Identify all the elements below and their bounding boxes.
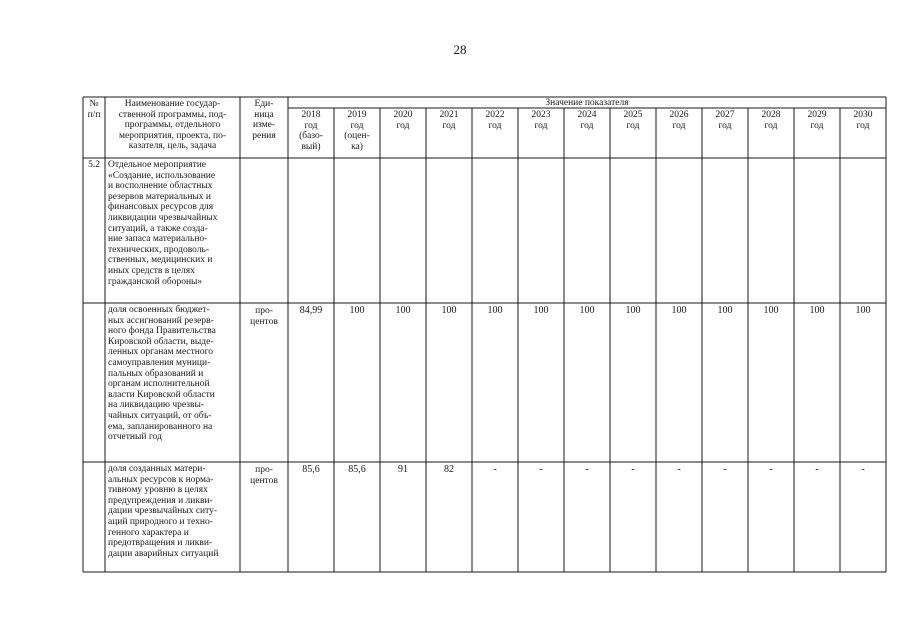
row-value: 100 — [717, 305, 733, 316]
header-name: Наименование государ- ственной программы, под- программы, отдельного мероприятия, проекта, по- казателя, цель, задача — [118, 99, 227, 152]
row-value: 85,6 — [302, 464, 320, 475]
row-value: 100 — [441, 305, 457, 316]
row-value: 100 — [763, 305, 779, 316]
row-value: - — [815, 464, 819, 475]
header-unit: Еди- ница изме- рения — [252, 99, 276, 141]
row-value: 100 — [349, 305, 365, 316]
row-value: 100 — [625, 305, 641, 316]
header-number: № п/п — [87, 99, 101, 120]
row-value: - — [631, 464, 635, 475]
row-value: 100 — [579, 305, 595, 316]
row-value: - — [861, 464, 865, 475]
row-value: 100 — [671, 305, 687, 316]
row-unit: про- центов — [250, 306, 278, 327]
header-year-7: 2025 год — [623, 110, 643, 131]
row-value: - — [769, 464, 773, 475]
row-name: доля созданных матери- альных ресурсов к норма- тивному уровню в целях предупреждения и ликви- дации чрезвычайных ситу- аций природного и техно- генного характера и предотвращения и ликви- дации аварийных ситуаций — [108, 464, 219, 559]
row-value: - — [723, 464, 727, 475]
row-value: - — [585, 464, 589, 475]
row-value: - — [493, 464, 497, 475]
header-year-8: 2026 год — [669, 110, 689, 131]
row-name: доля освоенных бюджет- ных ассигнований резерв- ного фонда Правительства Кировской области, выде- ленных органам местного самоуправления муници- пальных образований и органам исполнительной власти Кировской области на ликвидацию чрезвы- чайных ситуаций, от объ- ема, запланированного на отчетный год — [108, 305, 216, 443]
header-year-4: 2022 год — [485, 110, 505, 131]
row-value: 82 — [444, 464, 454, 475]
header-year-1: 2019 год (оцен- ка) — [344, 110, 370, 152]
header-year-11: 2029 год — [807, 110, 827, 131]
row-value: 100 — [809, 305, 825, 316]
row-value: 100 — [395, 305, 411, 316]
row-unit: про- центов — [250, 465, 278, 486]
row-value: - — [539, 464, 543, 475]
header-year-2: 2020 год — [393, 110, 413, 131]
row-value: 91 — [398, 464, 408, 475]
row-number: 5.2 — [88, 160, 100, 170]
header-year-0: 2018 год (базо- вый) — [299, 110, 323, 152]
row-value: - — [677, 464, 681, 475]
header-values-group: Значение показателя — [545, 98, 629, 108]
header-year-12: 2030 год — [853, 110, 873, 131]
row-value: 84,99 — [299, 305, 323, 316]
header-year-3: 2021 год — [439, 110, 459, 131]
header-year-10: 2028 год — [761, 110, 781, 131]
header-year-6: 2024 год — [577, 110, 597, 131]
row-value: 100 — [487, 305, 503, 316]
row-value: 85,6 — [348, 464, 366, 475]
page-number: 28 — [453, 42, 467, 57]
row-value: 100 — [533, 305, 549, 316]
header-year-9: 2027 год — [715, 110, 735, 131]
row-name: Отдельное мероприятие «Создание, использование и восполнение областных резервов материальных и финансовых ресурсов для ликвидации чрезвычайных ситуаций, а также созда- ние запаса материально- технических, продоволь- ственных, медицинских и иных средств в целях гражданской обороны» — [108, 160, 218, 287]
row-value: 100 — [855, 305, 871, 316]
header-year-5: 2023 год — [531, 110, 551, 131]
